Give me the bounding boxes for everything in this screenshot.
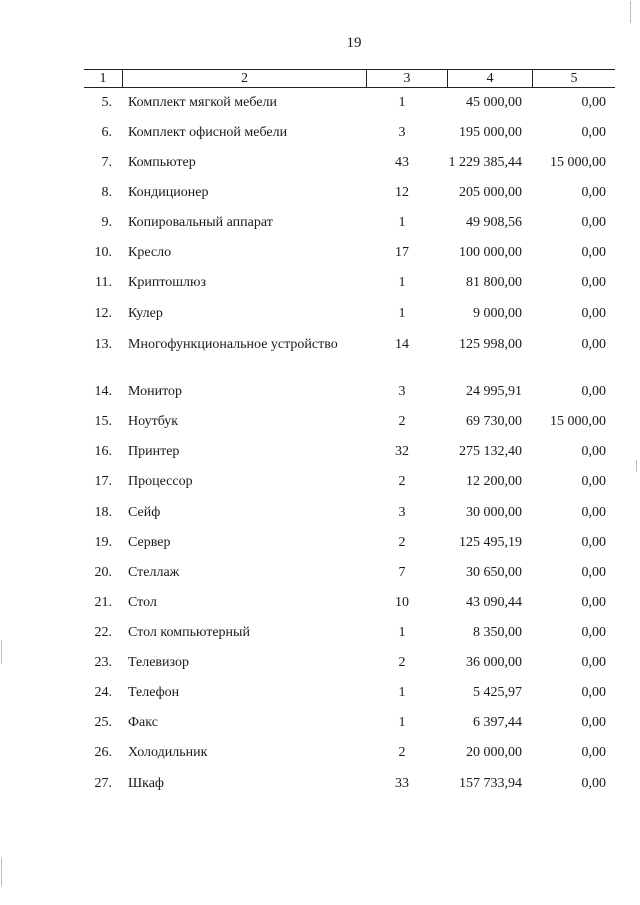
row-number: 22.	[94, 625, 112, 640]
item-column-5: 15 000,00	[550, 414, 606, 429]
item-quantity: 1	[398, 95, 406, 110]
item-quantity: 32	[395, 444, 409, 459]
row-number: 5.	[101, 95, 112, 110]
row-number: 8.	[101, 185, 112, 200]
item-column-5: 0,00	[581, 776, 606, 791]
item-column-5: 0,00	[581, 625, 606, 640]
item-quantity: 3	[398, 505, 406, 520]
row-number: 9.	[101, 215, 112, 230]
item-column-5: 0,00	[581, 685, 606, 700]
item-column-5: 0,00	[581, 275, 606, 290]
row-number: 6.	[101, 125, 112, 140]
item-name: Монитор	[128, 384, 183, 399]
item-cost: 157 733,94	[459, 776, 522, 791]
row-number: 13.	[94, 337, 112, 352]
item-column-5: 0,00	[581, 535, 606, 550]
item-name: Сервер	[128, 535, 171, 550]
row-number: 17.	[94, 474, 112, 489]
item-cost: 9 000,00	[473, 306, 522, 321]
item-name: Телевизор	[128, 655, 189, 670]
item-cost: 49 908,56	[466, 215, 522, 230]
row-number: 10.	[94, 245, 112, 260]
item-quantity: 33	[395, 776, 409, 791]
item-column-5: 0,00	[581, 125, 606, 140]
item-cost: 195 000,00	[459, 125, 522, 140]
item-cost: 100 000,00	[459, 245, 522, 260]
item-cost: 45 000,00	[466, 95, 522, 110]
item-column-5: 15 000,00	[550, 155, 606, 170]
item-name: Шкаф	[128, 776, 164, 791]
item-name: Ноутбук	[128, 414, 179, 429]
item-quantity: 1	[398, 715, 406, 730]
item-name: Стол	[128, 595, 157, 610]
row-number: 23.	[94, 655, 112, 670]
item-column-5: 0,00	[581, 185, 606, 200]
row-number: 16.	[94, 444, 112, 459]
scan-artifact	[636, 460, 637, 472]
item-column-5: 0,00	[581, 565, 606, 580]
item-quantity: 2	[398, 745, 406, 760]
item-column-5: 0,00	[581, 215, 606, 230]
item-column-5: 0,00	[581, 474, 606, 489]
item-quantity: 17	[395, 245, 409, 260]
row-number: 12.	[94, 306, 112, 321]
item-name: Многофункциональное устройство	[128, 337, 338, 352]
item-cost: 1 229 385,44	[448, 155, 522, 170]
item-quantity: 2	[398, 535, 406, 550]
item-cost: 30 000,00	[466, 505, 522, 520]
page-number: 19	[346, 35, 362, 51]
item-column-5: 0,00	[581, 745, 606, 760]
item-quantity: 1	[398, 275, 406, 290]
item-cost: 8 350,00	[473, 625, 522, 640]
item-cost: 43 090,44	[466, 595, 522, 610]
item-column-5: 0,00	[581, 655, 606, 670]
item-quantity: 3	[398, 125, 406, 140]
item-name: Принтер	[128, 444, 180, 459]
item-cost: 12 200,00	[466, 474, 522, 489]
item-column-5: 0,00	[581, 505, 606, 520]
scan-artifact	[630, 1, 631, 23]
column-header-1: 1	[99, 71, 107, 86]
column-header-5: 5	[532, 70, 615, 87]
item-column-5: 0,00	[581, 444, 606, 459]
row-number: 7.	[101, 155, 112, 170]
table-header	[84, 69, 615, 88]
item-name: Стеллаж	[128, 565, 180, 580]
item-quantity: 1	[398, 306, 406, 321]
item-name: Копировальный аппарат	[128, 215, 273, 230]
scan-artifact	[1, 640, 2, 664]
item-quantity: 2	[398, 414, 406, 429]
item-name: Комплект мягкой мебели	[128, 95, 277, 110]
item-name: Сейф	[128, 505, 161, 520]
row-number: 19.	[94, 535, 112, 550]
row-number: 26.	[94, 745, 112, 760]
row-number: 20.	[94, 565, 112, 580]
item-cost: 5 425,97	[473, 685, 522, 700]
item-cost: 275 132,40	[459, 444, 522, 459]
item-quantity: 2	[398, 474, 406, 489]
item-quantity: 14	[395, 337, 409, 352]
item-cost: 125 998,00	[459, 337, 522, 352]
row-number: 11.	[95, 275, 112, 290]
row-number: 21.	[94, 595, 112, 610]
item-column-5: 0,00	[581, 384, 606, 399]
item-column-5: 0,00	[581, 95, 606, 110]
row-number: 18.	[94, 505, 112, 520]
item-cost: 205 000,00	[459, 185, 522, 200]
item-cost: 69 730,00	[466, 414, 522, 429]
row-number: 24.	[94, 685, 112, 700]
row-number: 14.	[94, 384, 112, 399]
item-quantity: 43	[395, 155, 409, 170]
column-header-4: 4	[447, 70, 532, 87]
item-name: Телефон	[128, 685, 180, 700]
item-column-5: 0,00	[581, 595, 606, 610]
item-cost: 24 995,91	[466, 384, 522, 399]
item-quantity: 1	[398, 685, 406, 700]
item-column-5: 0,00	[581, 245, 606, 260]
item-cost: 125 495,19	[459, 535, 522, 550]
item-name: Кулер	[128, 306, 163, 321]
item-quantity: 1	[398, 625, 406, 640]
item-cost: 30 650,00	[466, 565, 522, 580]
item-name: Кресло	[128, 245, 172, 260]
item-name: Процессор	[128, 474, 193, 489]
item-name: Факс	[128, 715, 158, 730]
row-number: 25.	[94, 715, 112, 730]
item-column-5: 0,00	[581, 306, 606, 321]
item-cost: 81 800,00	[466, 275, 522, 290]
item-column-5: 0,00	[581, 715, 606, 730]
item-quantity: 2	[398, 655, 406, 670]
item-column-5: 0,00	[581, 337, 606, 352]
row-number: 27.	[94, 776, 112, 791]
item-cost: 6 397,44	[473, 715, 522, 730]
item-cost: 20 000,00	[466, 745, 522, 760]
column-header-2: 2	[122, 70, 366, 87]
item-cost: 36 000,00	[466, 655, 522, 670]
item-name: Холодильник	[128, 745, 208, 760]
item-quantity: 10	[395, 595, 409, 610]
item-name: Стол компьютерный	[128, 625, 250, 640]
scan-artifact	[1, 858, 2, 886]
item-quantity: 3	[398, 384, 406, 399]
row-number: 15.	[94, 414, 112, 429]
item-quantity: 7	[398, 565, 406, 580]
item-name: Криптошлюз	[128, 275, 207, 290]
column-header-3: 3	[366, 70, 447, 87]
item-name: Компьютер	[128, 155, 196, 170]
item-quantity: 12	[395, 185, 409, 200]
item-name: Комплект офисной мебели	[128, 125, 288, 140]
item-quantity: 1	[398, 215, 406, 230]
item-name: Кондиционер	[128, 185, 209, 200]
